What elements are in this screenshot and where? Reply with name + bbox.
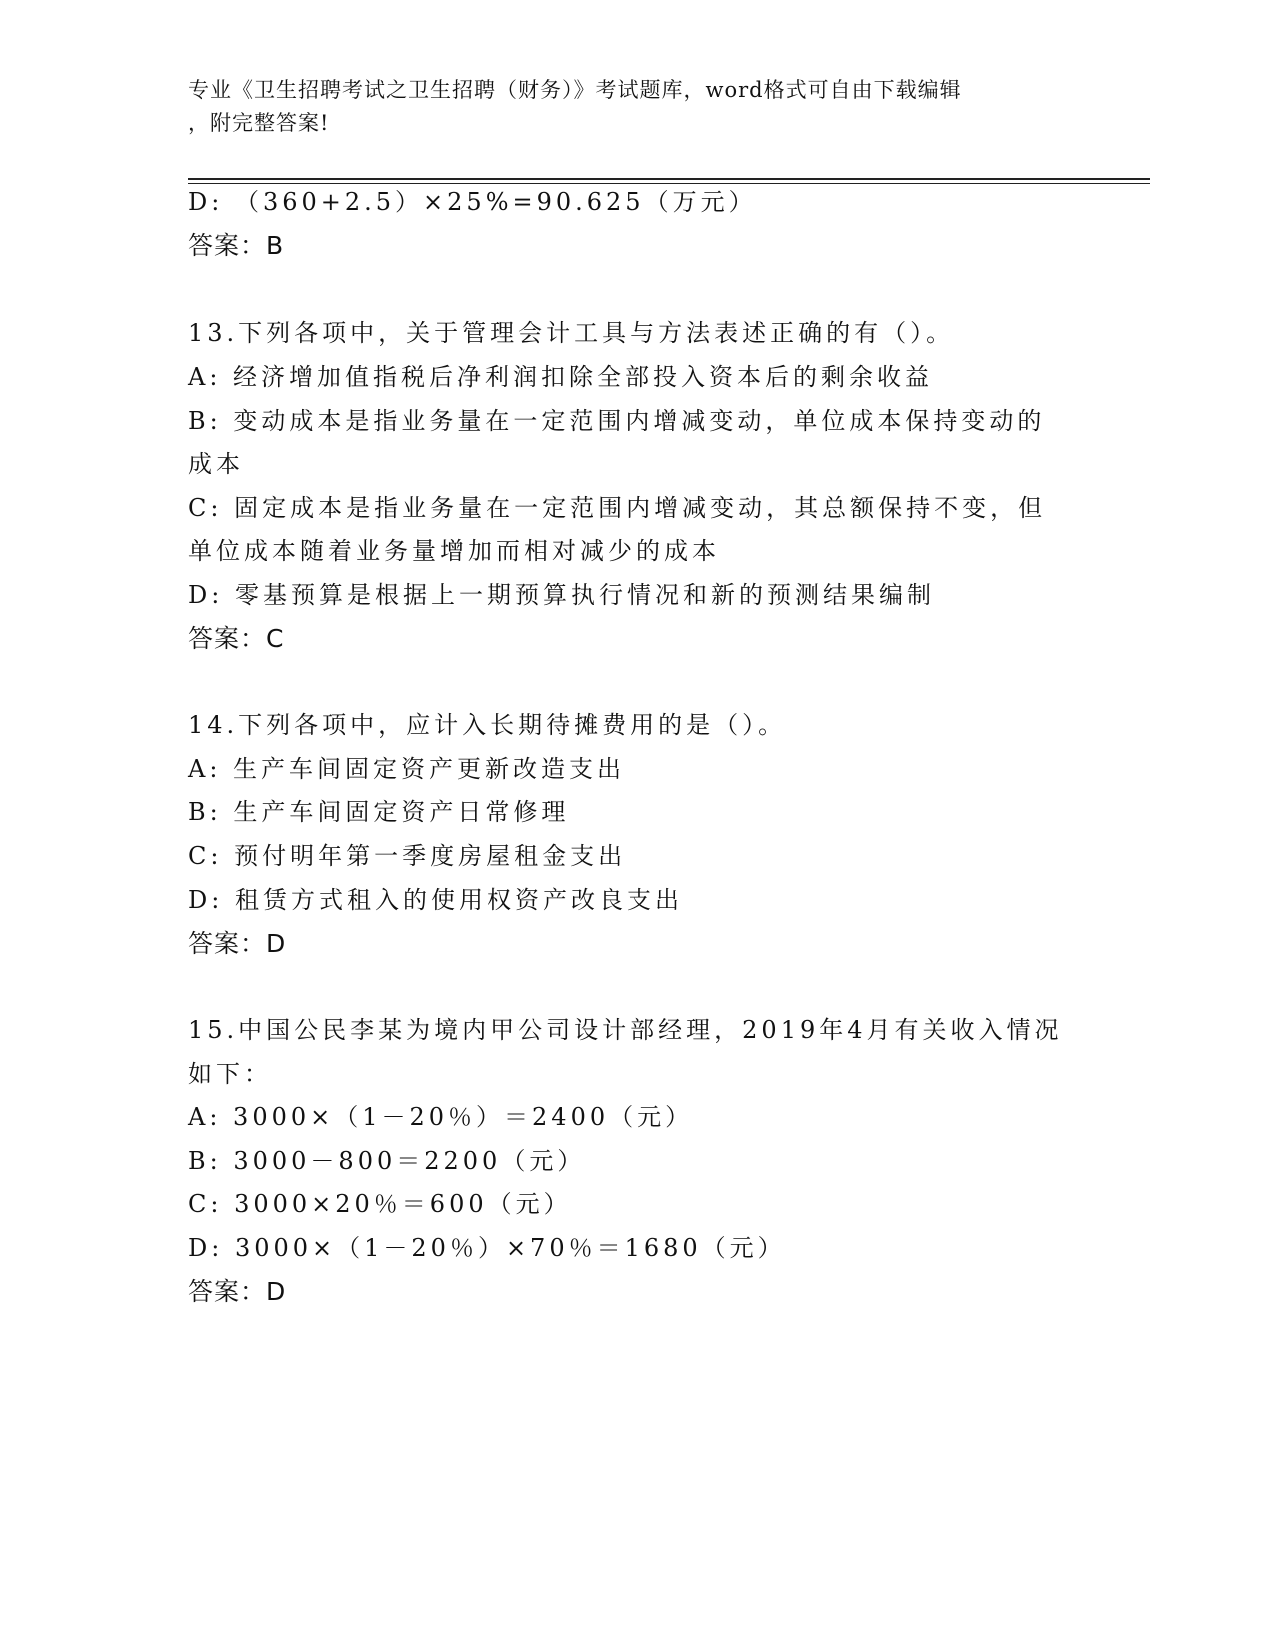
q15-option-a: A: 3000×（1－20％）＝2400（元）	[188, 1103, 694, 1131]
header-line-1: 专业《卫生招聘考试之卫生招聘（财务）》考试题库，word格式可自由下载编辑	[188, 78, 962, 102]
q13-option-c-line-1: C: 固定成本是指业务量在一定范围内增减变动，其总额保持不变，但	[188, 494, 1047, 522]
q14-option-a: A: 生产车间固定资产更新改造支出	[188, 755, 626, 783]
document-header	[188, 74, 1068, 140]
header-line-2: ，附完整答案!	[188, 111, 330, 135]
q15-option-b: B: 3000－800＝2200（元）	[188, 1147, 586, 1175]
prev-answer: 答案：B	[188, 231, 285, 260]
q14-option-c: C: 预付明年第一季度房屋租金支出	[188, 842, 627, 870]
prev-option-d: D: （360+2.5）×25%=90.625（万元）	[188, 188, 757, 216]
q14-option-b: B: 生产车间固定资产日常修理	[188, 798, 570, 826]
q15-stem-line-2: 如下：	[188, 1060, 272, 1088]
q13-answer: 答案：C	[188, 624, 285, 653]
header-rule-thick	[188, 178, 1150, 180]
q13-option-a: A: 经济增加值指税后净利润扣除全部投入资本后的剩余收益	[188, 363, 934, 391]
q15-option-d: D: 3000×（1－20％）×70％＝1680（元）	[188, 1234, 786, 1262]
q13-option-b-line-1: B: 变动成本是指业务量在一定范围内增减变动，单位成本保持变动的	[188, 407, 1046, 435]
q13-stem: 13.下列各项中，关于管理会计工具与方法表述正确的有（）。	[188, 319, 955, 347]
q13-option-c-line-2: 单位成本随着业务量增加而相对减少的成本	[188, 537, 720, 565]
q14-option-d: D: 租赁方式租入的使用权资产改良支出	[188, 886, 683, 914]
q14-answer: 答案：D	[188, 929, 287, 958]
q15-stem-line-1: 15.中国公民李某为境内甲公司设计部经理，2019年4月有关收入情况	[188, 1016, 1063, 1044]
header-rule-thin	[188, 183, 1150, 184]
q13-option-b-line-2: 成本	[188, 450, 244, 478]
q15-answer: 答案：D	[188, 1277, 287, 1306]
q13-option-d: D: 零基预算是根据上一期预算执行情况和新的预测结果编制	[188, 581, 935, 609]
q15-option-c: C: 3000×20％＝600（元）	[188, 1190, 572, 1218]
q14-stem: 14.下列各项中，应计入长期待摊费用的是（）。	[188, 711, 787, 739]
